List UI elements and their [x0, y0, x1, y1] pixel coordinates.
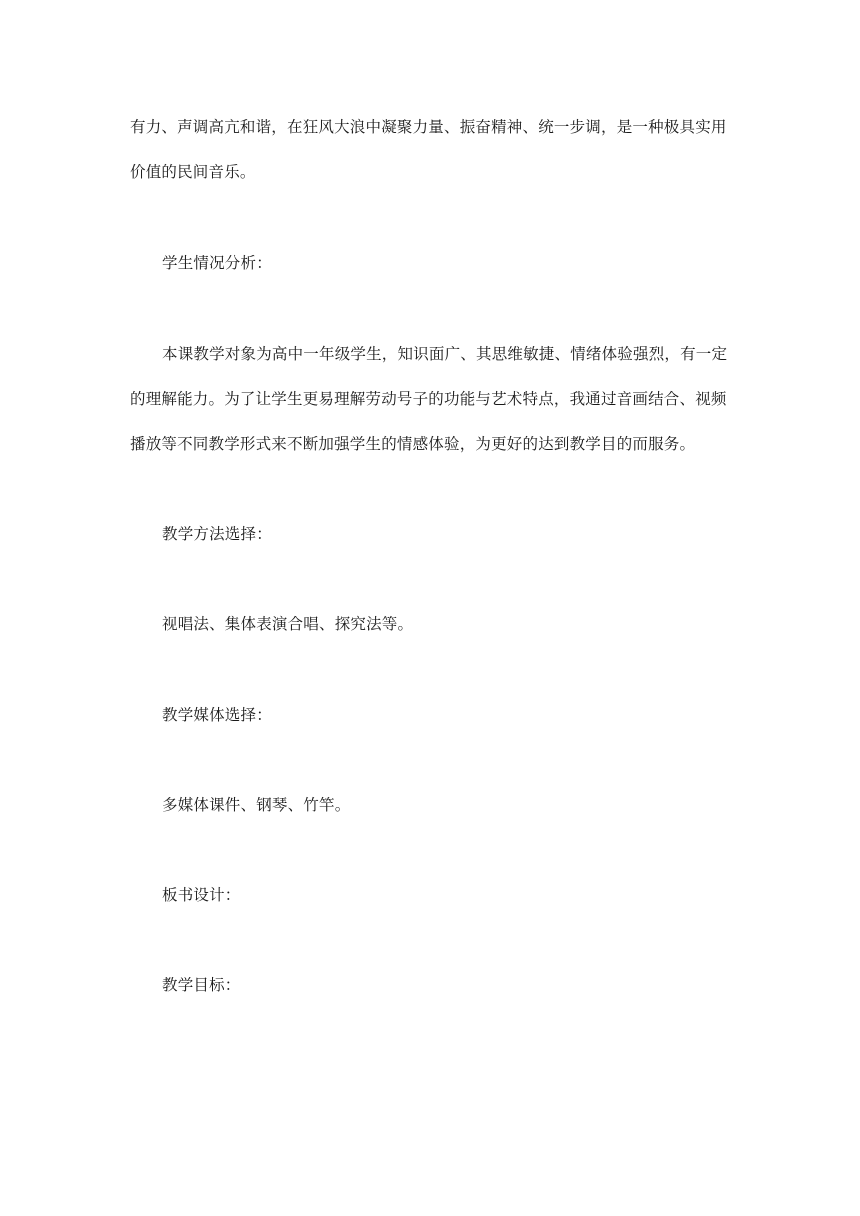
heading-teaching-goals: 教学目标：: [162, 976, 241, 994]
heading-teaching-method: 教学方法选择：: [162, 525, 272, 543]
heading-teaching-media: 教学媒体选择：: [162, 706, 272, 724]
paragraph-2-line-3: 播放等不同教学形式来不断加强学生的情感体验，为更好的达到教学目的而服务。: [130, 435, 696, 453]
teaching-media-text: 多媒体课件、钢琴、竹竿。: [162, 796, 351, 814]
heading-board-design: 板书设计：: [162, 886, 241, 904]
paragraph-2-line-1: 本课教学对象为高中一年级学生，知识面广、其思维敏捷、情绪体验强烈，有一定: [162, 345, 728, 363]
paragraph-1-line-1: 有力、声调高亢和谐，在狂风大浪中凝聚力量、振奋精神、统一步调，是一种极具实用: [130, 118, 727, 136]
paragraph-1-line-2: 价值的民间音乐。: [130, 163, 256, 181]
heading-student-analysis: 学生情况分析：: [162, 254, 272, 272]
paragraph-2-line-2: 的理解能力。为了让学生更易理解劳动号子的功能与艺术特点，我通过音画结合、视频: [130, 390, 727, 408]
teaching-method-text: 视唱法、集体表演合唱、探究法等。: [162, 615, 414, 633]
